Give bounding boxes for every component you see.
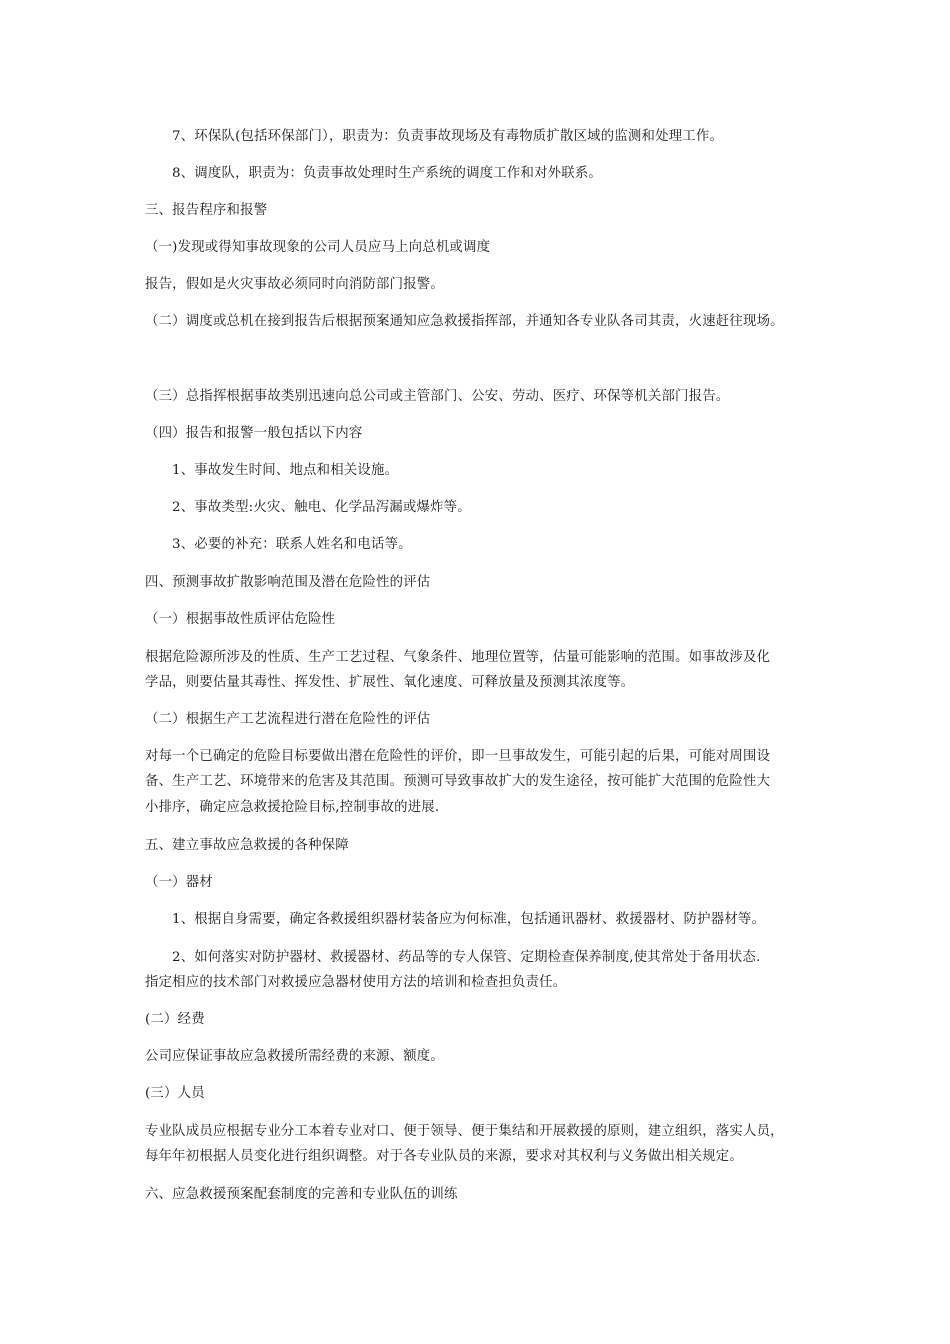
subsection-heading: （一)发现或得知事故现象的公司人员应马上向总机或调度: [145, 240, 491, 255]
subsection-heading: (三）人员: [145, 1086, 205, 1101]
section-heading: 四、预测事故扩散影响范围及潜在危险性的评估: [145, 575, 431, 590]
paragraph-line: 根据危险源所涉及的性质、生产工艺过程、气象条件、地理位置等，估量可能影响的范围。如事故涉及化: [145, 650, 771, 665]
subsection-heading: （一）器材: [145, 875, 213, 890]
paragraph-line: 学品，则要估量其毒性、挥发性、扩展性、氧化速度、可释放量及预测其浓度等。: [145, 675, 635, 690]
subsection-heading: （四）报告和报警一般包括以下内容: [145, 426, 363, 441]
paragraph-line: 7、环保队(包括环保部门），职责为：负责事故现场及有毒物质扩散区域的监测和处理工作。: [172, 129, 724, 144]
paragraph-line: 指定相应的技术部门对救援应急器材使用方法的培训和检查担负责任。: [145, 975, 567, 990]
section-heading: 三、报告程序和报警: [145, 203, 268, 218]
paragraph-line: 报告，假如是火灾事故必须同时向消防部门报警。: [145, 277, 444, 292]
paragraph-line: 每年年初根据人员变化进行组织调整。对于各专业队员的来源，要求对其权利与义务做出相关规定。: [145, 1149, 743, 1164]
list-item: 1、事故发生时间、地点和相关设施。: [172, 463, 399, 478]
subsection-heading: （三）总指挥根据事故类别迅速向总公司或主管部门、公安、劳动、医疗、环保等机关部门报告。: [145, 389, 730, 404]
subsection-heading: （二）调度或总机在接到报告后根据预案通知应急救援指挥部，并通知各专业队各司其责，火速赶往现场。: [145, 314, 784, 329]
paragraph-line: 对每一个已确定的危险目标要做出潜在危险性的评价，即一旦事故发生，可能引起的后果，可能对周围设: [145, 749, 771, 764]
subsection-heading: （一）根据事故性质评估危险性: [145, 612, 336, 627]
section-heading: 六、应急救援预案配套制度的完善和专业队伍的训练: [145, 1187, 458, 1202]
list-item: 2、如何落实对防护器材、救援器材、药品等的专人保管、定期检查保养制度,使其常处于备用状态.: [172, 950, 761, 965]
list-item: 3、必要的补充：联系人姓名和电话等。: [172, 537, 412, 552]
list-item: 1、根据自身需要，确定各救援组织器材装备应为何标准，包括通讯器材、救援器材、防护器材等。: [172, 912, 766, 927]
paragraph-line: 公司应保证事故应急救援所需经费的来源、额度。: [145, 1049, 444, 1064]
subsection-heading: (二）经费: [145, 1012, 205, 1027]
paragraph-line: 小排序，确定应急救援抢险目标,控制事故的进展.: [145, 800, 440, 815]
list-item: 2、事故类型:火灾、触电、化学品泻漏或爆炸等。: [172, 500, 471, 515]
paragraph-line: 备、生产工艺、环境带来的危害及其范围。预测可导致事故扩大的发生途径，按可能扩大范围的危险性大: [145, 774, 771, 789]
section-heading: 五、建立事故应急救援的各种保障: [145, 838, 349, 853]
subsection-heading: （二）根据生产工艺流程进行潜在危险性的评估: [145, 712, 431, 727]
paragraph-line: 8、调度队，职责为：负责事故处理时生产系统的调度工作和对外联系。: [172, 166, 603, 181]
paragraph-line: 专业队成员应根据专业分工本着专业对口、便于领导、便于集结和开展救援的原则，建立组织，落实人员，: [145, 1124, 784, 1139]
